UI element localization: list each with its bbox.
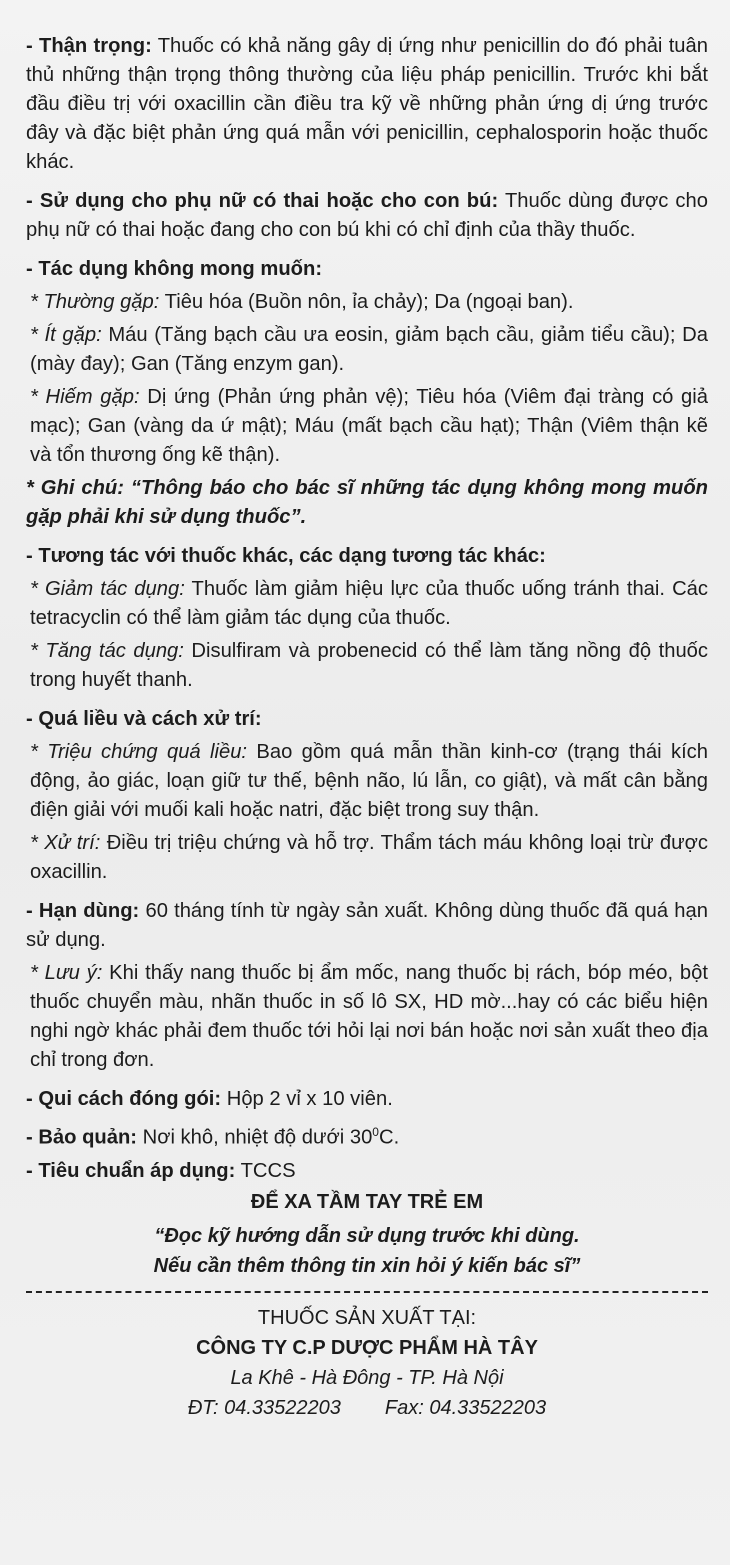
expiry-text: 60 tháng tính từ ngày sản xuất. Không dùng thuốc đã quá hạn sử dụng. [26, 900, 708, 951]
packaging-section [26, 1085, 708, 1114]
interactions-section [26, 542, 708, 695]
pregnancy-text: Thuốc dùng được cho phụ nữ có thai hoặc đang cho con bú khi có chỉ định của thầy thuốc. [26, 190, 708, 241]
storage-text: Nơi khô, nhiệt độ dưới 30 [137, 1126, 373, 1149]
expiry-heading: - Hạn dùng: [26, 900, 140, 922]
storage-degree-sup: 0 [372, 1125, 379, 1139]
standard-text: TCCS [235, 1159, 296, 1182]
expiry-note-text: Khi thấy nang thuốc bị ẩm mốc, nang thuốc bị rách, bóp méo, bột thuốc chuyển màu, nhãn thuốc in số lô SX, HD mờ...hay có các biểu hiện nghi ngờ khác phải đem thuốc tới hỏi lại nơi bán hoặc nơi sản xuất theo địa chỉ trong đơn. [30, 962, 708, 1071]
interactions-increase-text: Disulfiram và probenecid có thể làm tăng nồng độ thuốc trong huyết thanh. [30, 640, 708, 691]
side-effects-uncommon-label: * Ít gặp: [30, 324, 102, 346]
storage-section [26, 1118, 708, 1153]
manufacturer-address: La Khê - Hà Đông - TP. Hà Nội [230, 1366, 504, 1389]
side-effects-rare-label: * Hiếm gặp: [30, 386, 140, 408]
interactions-decrease-label: * Giảm tác dụng: [30, 578, 185, 600]
manufacturer-name: CÔNG TY C.P DƯỢC PHẨM HÀ TÂY [196, 1336, 538, 1359]
side-effects-common-text: Tiêu hóa (Buồn nôn, ỉa chảy); Da (ngoại ban). [159, 291, 574, 313]
precautions-heading: - Thận trọng: [26, 35, 152, 57]
storage-heading: - Bảo quản: [26, 1126, 138, 1149]
warning-line-1: “Đọc kỹ hướng dẫn sử dụng trước khi dùng. [154, 1224, 580, 1247]
overdose-symptoms-text: Bao gồm quá mẫn thần kinh-cơ (trạng thái kích động, ảo giác, loạn giữ tư thế, bệnh não, lú lẫn, co giật), và mất cân bằng điện giải với muối kali hoặc natri, đặc biệt trong suy thận. [30, 741, 708, 821]
side-effects-rare-text: Dị ứng (Phản ứng phản vệ); Tiêu hóa (Viêm đại tràng có giả mạc); Gan (vàng da ứ mật); Máu (mất bạch cầu hạt); Thận (Viêm thận kẽ và tổn thương ống kẽ thận). [30, 386, 708, 466]
side-effects-heading: - Tác dụng không mong muốn: [26, 258, 323, 280]
overdose-symptoms-label: * Triệu chứng quá liều: [30, 741, 248, 763]
manufacturer-section [26, 1303, 708, 1423]
manufacturer-label: THUỐC SẢN XUẤT TẠI: [257, 1306, 477, 1329]
interactions-heading: - Tương tác với thuốc khác, các dạng tương tác khác: [26, 545, 546, 567]
interactions-increase-label: * Tăng tác dụng: [30, 640, 184, 662]
packaging-heading: - Qui cách đóng gói: [26, 1088, 222, 1110]
warning-line-2: Nếu cần thêm thông tin xin hỏi ý kiến bác sĩ” [153, 1254, 581, 1277]
standard-section [26, 1157, 708, 1186]
overdose-treatment-label: * Xử trí: [30, 832, 101, 854]
expiry-section [26, 897, 708, 1075]
overdose-heading: - Quá liều và cách xử trí: [26, 708, 262, 730]
storage-text-end: C. [378, 1126, 400, 1149]
dashed-divider [26, 1291, 708, 1293]
side-effects-uncommon-text: Máu (Tăng bạch cầu ưa eosin, giảm bạch cầu, giảm tiểu cầu); Da (mày đay); Gan (Tăng enzym gan). [30, 324, 708, 375]
pregnancy-heading: - Sử dụng cho phụ nữ có thai hoặc cho con bú: [26, 190, 499, 212]
side-effects-note: * Ghi chú: “Thông báo cho bác sĩ những tác dụng không mong muốn gặp phải khi sử dụng thuốc”. [26, 477, 708, 528]
side-effects-section [26, 255, 708, 532]
precautions-text: Thuốc có khả năng gây dị ứng như penicillin do đó phải tuân thủ những thận trọng thông thường của liệu pháp penicillin. Trước khi bắt đầu điều trị với oxacillin cần điều tra kỹ về những phản ứng dị ứng trước đây và đặc biệt phản ứng quá mẫn với penicillin, cephalosporin hoặc thuốc khác. [26, 35, 708, 173]
warning-section [26, 1188, 708, 1281]
overdose-section [26, 705, 708, 887]
overdose-treatment-text: Điều trị triệu chứng và hỗ trợ. Thẩm tách máu không loại trừ được oxacillin. [30, 832, 708, 883]
precautions-section [26, 32, 708, 177]
manufacturer-phone: ĐT: 04.33522203 [187, 1396, 341, 1419]
manufacturer-contact [26, 1393, 708, 1423]
packaging-text: Hộp 2 vỉ x 10 viên. [221, 1088, 393, 1110]
pregnancy-section [26, 187, 708, 245]
interactions-decrease-text: Thuốc làm giảm hiệu lực của thuốc uống tránh thai. Các tetracyclin có thể làm giảm tác dụng của thuốc. [30, 578, 708, 629]
manufacturer-fax: Fax: 04.33522203 [384, 1396, 547, 1419]
expiry-note-label: * Lưu ý: [30, 962, 103, 984]
standard-heading: - Tiêu chuẩn áp dụng: [26, 1159, 236, 1182]
warning-title: ĐỂ XA TẦM TAY TRẺ EM [250, 1190, 484, 1213]
side-effects-common-label: * Thường gặp: [30, 291, 160, 313]
